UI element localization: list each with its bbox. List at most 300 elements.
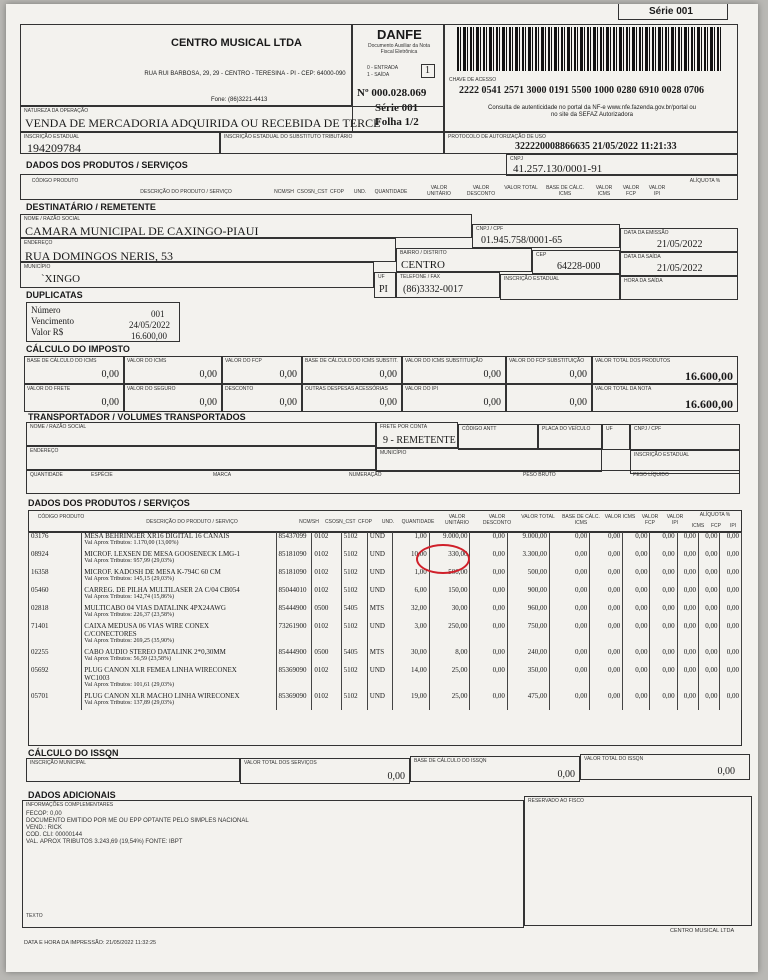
- table-row: [29, 568, 742, 576]
- col-und-b: UND.: [381, 519, 395, 525]
- col-fcp-b: VALOR FCP: [641, 514, 659, 526]
- item-cst: 0500: [312, 604, 341, 612]
- dup-numero: 001: [151, 309, 165, 319]
- item-blank: [677, 656, 698, 666]
- item-blank: [699, 638, 720, 648]
- item-ipi: 0,00: [650, 692, 677, 700]
- col-total-b: VALOR TOTAL: [521, 514, 555, 520]
- item-blank: [312, 576, 341, 586]
- placa-label: PLACA DO VEÍCULO: [542, 426, 591, 432]
- item-qtd: 1,00: [392, 532, 429, 540]
- frete-value: 9 - REMETENTE: [383, 435, 456, 446]
- item-fcp: 0,00: [623, 622, 650, 630]
- item-und: UND: [367, 622, 392, 630]
- item-blank: [276, 540, 312, 550]
- item-unit: 150,00: [429, 586, 470, 594]
- item-a_ipi: 0,00: [720, 586, 742, 594]
- item-blank: [650, 612, 677, 622]
- col-disc-a: VALOR DESCONTO: [466, 185, 496, 197]
- table-row-cont: [29, 674, 742, 682]
- item-a_fcp: 0,00: [699, 622, 720, 630]
- imposto-value: 16.600,00: [685, 397, 733, 411]
- item-a_ipi: 0,00: [720, 532, 742, 540]
- col-cfop-a: CFOP: [330, 189, 344, 195]
- item-fcp: 0,00: [623, 692, 650, 700]
- issqn-vts: 0,00: [387, 771, 405, 782]
- item-und: UND: [367, 586, 392, 594]
- transp-end-label: ENDEREÇO: [30, 448, 59, 454]
- item-ncm: 85444900: [276, 604, 312, 612]
- item-tax-note: Val Aprox Tributos: 269,25 (35,90%): [82, 638, 276, 648]
- recipient-ie-label: INSCRIÇÃO ESTADUAL: [504, 276, 560, 282]
- item-icms: 0,00: [590, 648, 623, 656]
- item-tax-note: Val Aprox Tributos: 1.170,00 (13,00%): [82, 540, 276, 550]
- item-blank: [367, 656, 392, 666]
- item-bc: 0,00: [550, 622, 590, 630]
- item-a_ipi: 0,00: [720, 568, 742, 576]
- item-blank: [341, 540, 367, 550]
- item-desc: CABO AUDIO STEREO DATALINK 2*0,30MM: [82, 648, 276, 656]
- imposto-label: VALOR DO SEGURO: [127, 386, 176, 392]
- item-blank: [341, 558, 367, 568]
- item-blank: [720, 674, 742, 682]
- imposto-value: 0,00: [379, 397, 397, 408]
- additional-line: VAL. APROX TRIBUTOS 3.243,69 (19,54%) FONTE: IBPT: [26, 839, 183, 845]
- col-desc-b: DESCRIÇÃO DO PRODUTO / SERVIÇO: [146, 519, 238, 525]
- item-blank: [507, 630, 549, 638]
- item-cfop: 5102: [341, 692, 367, 700]
- item-blank: [550, 612, 590, 622]
- item-bc: 0,00: [550, 666, 590, 674]
- recipient-address: RUA DOMINGOS NERIS, 53: [25, 249, 174, 263]
- footer-company: CENTRO MUSICAL LTDA: [670, 928, 735, 934]
- imposto-value: 0,00: [379, 369, 397, 380]
- item-tax-note: Val Aprox Tributos: 145,15 (29,03%): [82, 576, 276, 586]
- table-row-tax: [29, 576, 742, 586]
- dup-venc: 24/05/2022: [129, 320, 171, 330]
- item-blank: [720, 612, 742, 622]
- item-blank: [623, 558, 650, 568]
- item-blank: [623, 630, 650, 638]
- item-code: 16358: [29, 568, 82, 576]
- products-a-header: [20, 174, 738, 200]
- item-cfop: 5102: [341, 532, 367, 540]
- cnpj-label: CNPJ: [510, 156, 524, 162]
- item-blank: [677, 612, 698, 622]
- item-desc: CARREG. DE PILHA MULTILASER 2A C/04 CB054: [82, 586, 276, 594]
- item-desc_v: 0,00: [470, 532, 507, 540]
- item-blank: [507, 540, 549, 550]
- item-blank: [507, 682, 549, 692]
- frete-box: [376, 422, 458, 448]
- emissao-box: [620, 228, 738, 252]
- item-blank: [312, 612, 341, 622]
- imposto-label: VALOR DO FCP: [225, 358, 262, 364]
- imposto-row1-cell: [124, 356, 222, 384]
- access-box: [444, 24, 738, 132]
- imposto-label: OUTRAS DESPESAS ACESSÓRIAS: [305, 386, 388, 392]
- item-blank: [470, 682, 507, 692]
- table-row: [29, 648, 742, 656]
- item-ipi: 0,00: [650, 604, 677, 612]
- item-blank: [590, 576, 623, 586]
- item-blank: [550, 558, 590, 568]
- additional-box: [22, 800, 524, 928]
- item-blank: [470, 612, 507, 622]
- hora-box: [620, 276, 738, 300]
- imposto-row1-cell: [592, 356, 738, 384]
- item-desc: PLUG CANON XLR FEMEA LINHA WIRECONEX: [82, 666, 276, 674]
- danfe-serie: Série 001: [375, 102, 419, 114]
- issqn-vts-box: [240, 758, 410, 784]
- products-b-header: [28, 510, 742, 532]
- dup-valor-label: Valor R$: [31, 327, 64, 337]
- item-qtd: 30,00: [392, 648, 429, 656]
- item-a_ipi: 0,00: [720, 692, 742, 700]
- item-icms: 0,00: [590, 666, 623, 674]
- table-row: [29, 692, 742, 700]
- item-desc_v: 0,00: [470, 692, 507, 700]
- item-blank: [650, 594, 677, 604]
- item-desc_v: 0,00: [470, 586, 507, 594]
- danfe-title: DANFE: [377, 27, 422, 42]
- item-fcp: 0,00: [623, 666, 650, 674]
- item-blank: [367, 674, 392, 682]
- recipient-cnpj-label: CNPJ / CPF: [476, 226, 504, 232]
- phone-box: [396, 272, 500, 298]
- item-desc: MICROF. LEXSEN DE MESA GOOSENECK LMG-1: [82, 550, 276, 558]
- col-bc-b: BASE DE CÁLC. ICMS: [562, 514, 600, 526]
- imposto-value: 0,00: [483, 397, 501, 408]
- imposto-value: 0,00: [569, 369, 587, 380]
- item-blank: [367, 576, 392, 586]
- item-blank: [590, 674, 623, 682]
- antt-box: [458, 424, 538, 450]
- item-blank: [550, 700, 590, 710]
- imposto-row1-cell: [302, 356, 402, 384]
- ie-box: [20, 132, 220, 154]
- item-desc: MESA BEHRINGER XR16 DIGITAL 16 CANAIS: [82, 532, 276, 540]
- placa-box: [538, 424, 602, 450]
- item-qtd: 19,00: [392, 692, 429, 700]
- transp-mun-box: [376, 448, 602, 472]
- table-row-tax: [29, 700, 742, 710]
- products-b-title: DADOS DOS PRODUTOS / SERVIÇOS: [28, 498, 190, 508]
- recipient-name-label: NOME / RAZÃO SOCIAL: [24, 216, 81, 222]
- table-row: [29, 586, 742, 594]
- item-ipi: 0,00: [650, 550, 677, 558]
- additional-line: COD. CLI: 00000144: [26, 832, 83, 838]
- item-blank: [276, 674, 312, 682]
- item-blank: [470, 594, 507, 604]
- print-datetime: DATA E HORA DA IMPRESSÃO: 21/05/2022 11:32:25: [24, 940, 157, 946]
- item-cfop: 5405: [341, 648, 367, 656]
- info-label: INFORMAÇÕES COMPLEMENTARES: [26, 802, 114, 808]
- danfe-document: [6, 4, 758, 972]
- duplicatas-title: DUPLICATAS: [26, 290, 83, 300]
- item-qtd: 1,00: [392, 568, 429, 576]
- item-cst: 0102: [312, 622, 341, 630]
- item-blank: [550, 540, 590, 550]
- item-ipi: 0,00: [650, 568, 677, 576]
- item-blank: [677, 674, 698, 682]
- item-blank: [312, 674, 341, 682]
- imposto-value: 0,00: [199, 397, 217, 408]
- ie-value: 194209784: [27, 141, 81, 155]
- item-total: 350,00: [507, 666, 549, 674]
- item-bc: 0,00: [550, 604, 590, 612]
- item-blank: [623, 656, 650, 666]
- col-cst-a: CSOSN_CST: [297, 189, 328, 195]
- item-blank: [392, 576, 429, 586]
- item-qtd: 3,00: [392, 622, 429, 630]
- frete-label: FRETE POR CONTA: [380, 424, 428, 430]
- item-fcp: 0,00: [623, 586, 650, 594]
- item-blank: [590, 612, 623, 622]
- item-desc_v: 0,00: [470, 666, 507, 674]
- item-blank: [276, 612, 312, 622]
- item-a_icms: 0,00: [677, 568, 698, 576]
- imposto-value: 0,00: [101, 369, 119, 380]
- item-blank: [392, 682, 429, 692]
- imposto-label: VALOR DO FCP SUBSTITUIÇÃO: [509, 358, 585, 364]
- item-a_fcp: 0,00: [699, 604, 720, 612]
- item-blank: [650, 700, 677, 710]
- item-ncm: 85444900: [276, 648, 312, 656]
- col-icms-a: VALOR ICMS: [595, 185, 613, 197]
- item-cfop: 5102: [341, 622, 367, 630]
- item-blank: [650, 576, 677, 586]
- item-qtd: 32,00: [392, 604, 429, 612]
- item-ipi: 0,00: [650, 532, 677, 540]
- emissao-label: DATA DA EMISSÃO: [624, 230, 669, 236]
- item-blank: [699, 630, 720, 638]
- items-table: [28, 532, 742, 710]
- item-cst: 0102: [312, 532, 341, 540]
- item-a_fcp: 0,00: [699, 692, 720, 700]
- emitter-address: RUA RUI BARBOSA, 29, 29 - CENTRO - TERESINA - PI - CEP: 64000-090: [144, 71, 346, 77]
- transp-cnpj-box: [630, 424, 740, 450]
- item-blank: [312, 630, 341, 638]
- uf-label: UF: [378, 274, 385, 280]
- item-blank: [341, 674, 367, 682]
- item-cfop: 5405: [341, 604, 367, 612]
- item-blank: [392, 638, 429, 648]
- item-blank: [341, 612, 367, 622]
- transp-cnpj-label: CNPJ / CPF: [634, 426, 662, 432]
- phone-label: TELEFONE / FAX: [400, 274, 441, 280]
- item-blank: [312, 594, 341, 604]
- item-blank: [699, 674, 720, 682]
- item-blank: [699, 558, 720, 568]
- issqn-v-box: [580, 754, 750, 780]
- protocol-value: 322220008866635 21/05/2022 11:21:33: [515, 141, 677, 152]
- vol-especie-label: ESPÉCIE: [91, 472, 113, 478]
- item-icms: 0,00: [590, 532, 623, 540]
- item-total: 9.000,00: [507, 532, 549, 540]
- col-und-a: UND.: [353, 189, 367, 195]
- issqn-vts-label: VALOR TOTAL DOS SERVIÇOS: [244, 760, 317, 766]
- item-blank: [507, 576, 549, 586]
- item-blank: [507, 700, 549, 710]
- item-bc: 0,00: [550, 586, 590, 594]
- item-tax-note: Val Aprox Tributos: 957,99 (29,03%): [82, 558, 276, 568]
- item-blank: [720, 576, 742, 586]
- item-blank: [470, 558, 507, 568]
- item-blank: [507, 594, 549, 604]
- item-desc_v: 0,00: [470, 648, 507, 656]
- recipient-cnpj-box: [472, 224, 620, 248]
- item-blank: [699, 612, 720, 622]
- item-blank: [392, 674, 429, 682]
- volumes-box: [26, 470, 740, 494]
- item-blank: [312, 700, 341, 710]
- item-blank: [312, 656, 341, 666]
- imposto-title: CÁLCULO DO IMPOSTO: [26, 344, 130, 354]
- item-blank: [341, 700, 367, 710]
- danfe-tipo: 1: [425, 65, 430, 76]
- recipient-address-label: ENDEREÇO: [24, 240, 53, 246]
- table-row: [29, 604, 742, 612]
- item-blank: [650, 656, 677, 666]
- issqn-bc: 0,00: [557, 769, 575, 780]
- item-unit: 30,00: [429, 604, 470, 612]
- ie-label: INSCRIÇÃO ESTADUAL: [24, 134, 80, 140]
- transport-title: TRANSPORTADOR / VOLUMES TRANSPORTADOS: [28, 412, 246, 422]
- item-blank: [392, 594, 429, 604]
- item-blank: [550, 682, 590, 692]
- item-blank: [29, 682, 82, 692]
- emitter-box: [20, 24, 352, 106]
- item-bc: 0,00: [550, 550, 590, 558]
- item-blank: [699, 540, 720, 550]
- item-a_ipi: 0,00: [720, 604, 742, 612]
- col-disc-b: VALOR DESCONTO: [482, 514, 512, 526]
- item-und: UND: [367, 666, 392, 674]
- item-blank: [367, 682, 392, 692]
- item-blank: [699, 576, 720, 586]
- item-blank: [470, 630, 507, 638]
- item-blank: [276, 576, 312, 586]
- item-icms: 0,00: [590, 568, 623, 576]
- additional-line: VEND.: RICK: [26, 825, 63, 831]
- phone-value: (86)3332-0017: [403, 284, 463, 295]
- item-tax-note: Val Aprox Tributos: 56,59 (23,58%): [82, 656, 276, 666]
- saida-label: DATA DA SAÍDA: [624, 254, 661, 260]
- table-row-tax: [29, 682, 742, 692]
- item-blank: [650, 682, 677, 692]
- item-desc_v: 0,00: [470, 622, 507, 630]
- col-code-b: CÓDIGO PRODUTO: [37, 514, 85, 520]
- item-cfop: 5102: [341, 586, 367, 594]
- item-blank: [312, 682, 341, 692]
- item-tax-note: Val Aprox Tributos: 226,37 (23,58%): [82, 612, 276, 622]
- transp-name-label: NOME / RAZÃO SOCIAL: [30, 424, 87, 430]
- item-blank: [650, 540, 677, 550]
- item-blank: [312, 638, 341, 648]
- issqn-im-box: [26, 758, 240, 782]
- transp-uf-label: UF: [606, 426, 613, 432]
- item-total: 960,00: [507, 604, 549, 612]
- item-blank: [507, 638, 549, 648]
- transp-ie-label: INSCRIÇÃO ESTADUAL: [634, 452, 690, 458]
- item-a_fcp: 0,00: [699, 532, 720, 540]
- access-key: 2222 0541 2571 3000 0191 5500 1000 0280 6910 0028 0706: [459, 85, 704, 96]
- vol-pb-label: PESO BRUTO: [523, 472, 556, 478]
- item-code: 03176: [29, 532, 82, 540]
- imposto-label: VALOR DO ICMS SUBSTITUIÇÃO: [405, 358, 483, 364]
- item-ncm: 85181090: [276, 568, 312, 576]
- table-row: [29, 532, 742, 540]
- item-bc: 0,00: [550, 648, 590, 656]
- protocol-box: [444, 132, 738, 154]
- item-blank: [392, 656, 429, 666]
- imposto-row2-cell: [506, 384, 592, 412]
- item-blank: [677, 540, 698, 550]
- item-blank: [590, 638, 623, 648]
- municipio-label: MUNICÍPIO: [24, 264, 51, 270]
- table-row-cont: [29, 630, 742, 638]
- col-unit-b: VALOR UNITÁRIO: [445, 514, 469, 526]
- item-a_icms: 0,00: [677, 622, 698, 630]
- imposto-label: BASE DE CÁLCULO DO ICMS: [27, 358, 97, 364]
- col-code-a: CÓDIGO PRODUTO: [31, 178, 79, 184]
- bairro-box: [396, 248, 532, 272]
- item-blank: [312, 558, 341, 568]
- col-ipi-a: VALOR IPI: [648, 185, 666, 197]
- item-cst: 0500: [312, 648, 341, 656]
- item-total: 3.300,00: [507, 550, 549, 558]
- item-blank: [677, 682, 698, 692]
- item-blank: [677, 638, 698, 648]
- recipient-address-box: [20, 238, 396, 262]
- item-a_icms: 0,00: [677, 550, 698, 558]
- item-blank: [720, 630, 742, 638]
- imposto-row2-cell: [222, 384, 302, 412]
- item-cst: 0102: [312, 550, 341, 558]
- item-blank: [650, 638, 677, 648]
- item-fcp: 0,00: [623, 532, 650, 540]
- item-fcp: 0,00: [623, 648, 650, 656]
- item-blank: [429, 576, 470, 586]
- emissao-value: 21/05/2022: [657, 239, 703, 250]
- imposto-row2-cell: [592, 384, 738, 412]
- item-unit: 330,00: [429, 550, 470, 558]
- ie-sub-box: [220, 132, 444, 154]
- item-blank: [720, 558, 742, 568]
- imposto-grid: [24, 356, 738, 412]
- item-qtd: 6,00: [392, 586, 429, 594]
- item-total: 240,00: [507, 648, 549, 656]
- item-a_ipi: 0,00: [720, 550, 742, 558]
- col-aliq-b: ALÍQUOTA %: [699, 512, 731, 518]
- barcode-image: [457, 27, 723, 71]
- item-blank: [367, 630, 392, 638]
- item-blank: [720, 540, 742, 550]
- consult-text: Consulta de autenticidade no portal da NF-e www.nfe.fazenda.gov.br/portal ou no site da SEFAZ Autorizadora: [487, 105, 697, 118]
- item-blank: [550, 656, 590, 666]
- item-desc: MICROF. KADOSH DE MESA K-794C 60 CM: [82, 568, 276, 576]
- item-blank: [276, 682, 312, 692]
- item-qtd: 14,00: [392, 666, 429, 674]
- item-desc_v: 0,00: [470, 568, 507, 576]
- item-blank: [550, 630, 590, 638]
- item-code: 02255: [29, 648, 82, 656]
- item-fcp: 0,00: [623, 568, 650, 576]
- item-total: 750,00: [507, 622, 549, 630]
- cep-box: [532, 250, 620, 274]
- item-blank: [699, 656, 720, 666]
